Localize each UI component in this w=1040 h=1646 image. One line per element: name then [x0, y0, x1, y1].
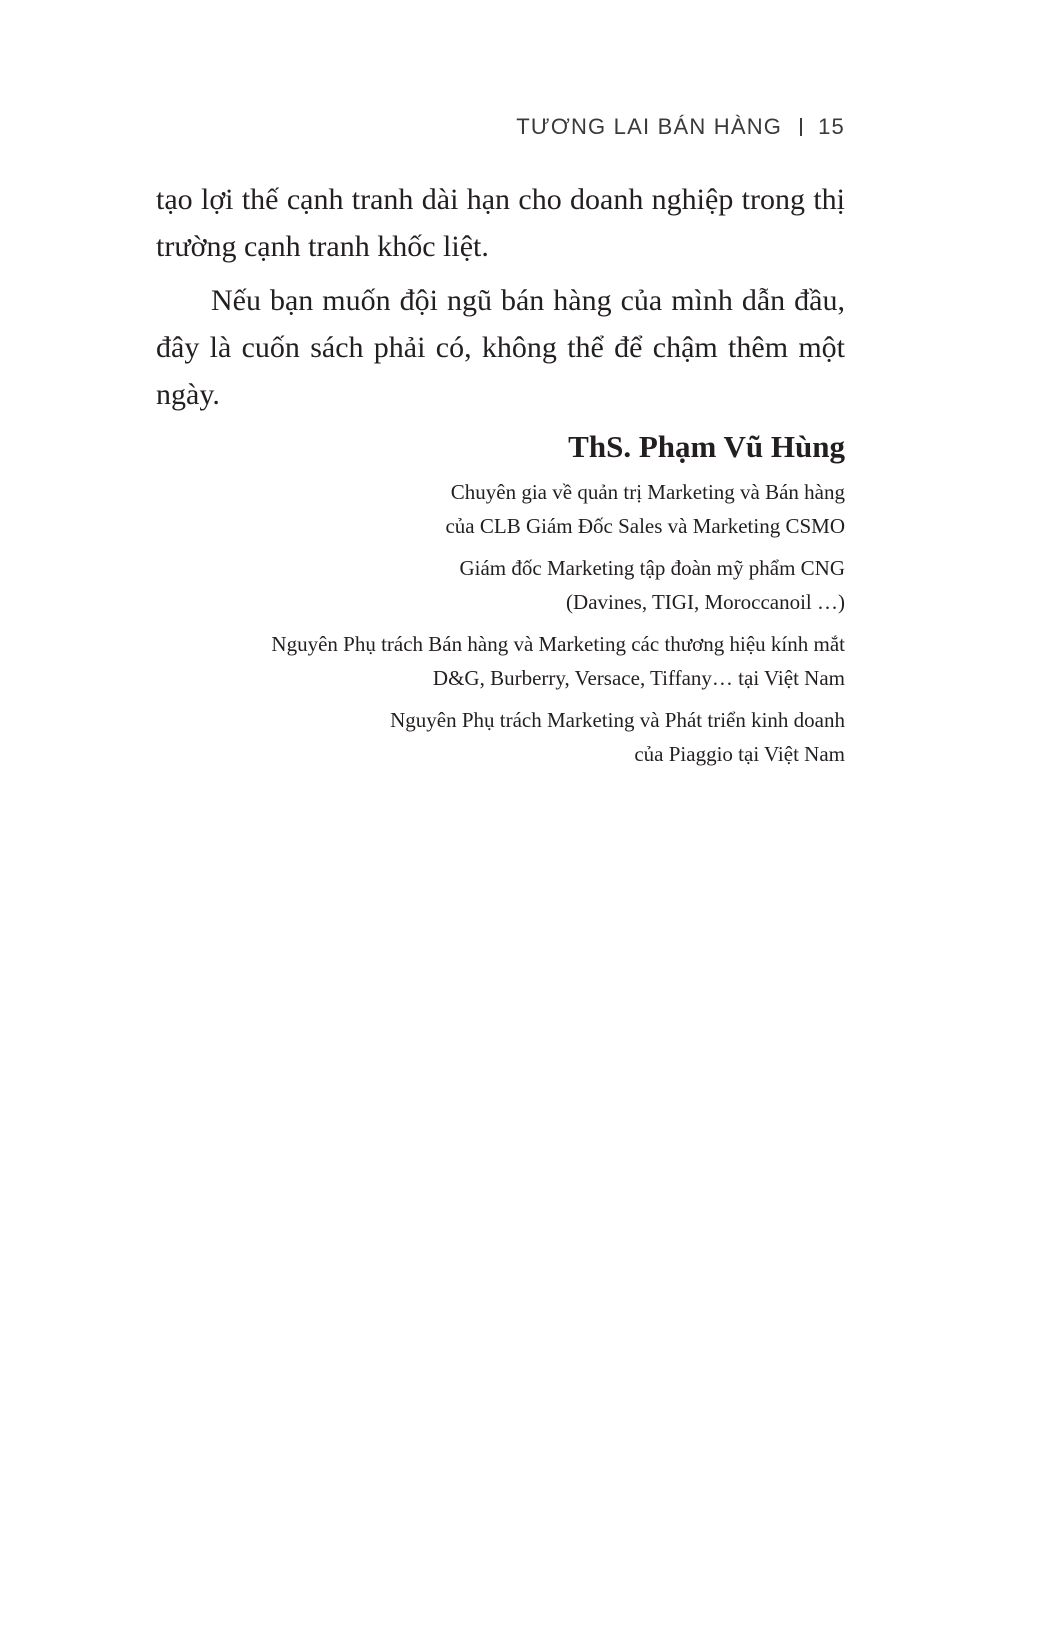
page-number: 15 — [818, 114, 845, 139]
role-line: của CLB Giám Đốc Sales và Marketing CSMO — [445, 514, 845, 538]
body-text — [156, 176, 845, 418]
author-role — [271, 551, 845, 619]
signature-block — [271, 427, 845, 779]
role-line: Nguyên Phụ trách Marketing và Phát triển kinh doanh — [390, 708, 845, 732]
paragraph: tạo lợi thế cạnh tranh dài hạn cho doanh nghiệp trong thị trường cạnh tranh khốc liệt. — [156, 183, 845, 263]
author-role — [271, 475, 845, 543]
role-line: (Davines, TIGI, Moroccanoil …) — [566, 590, 845, 614]
role-line: Giám đốc Marketing tập đoàn mỹ phẩm CNG — [459, 556, 845, 580]
author-role — [271, 703, 845, 771]
paragraph: Nếu bạn muốn đội ngũ bán hàng của mình dẫn đầu, đây là cuốn sách phải có, không thể để chậm thêm một ngày. — [156, 284, 845, 411]
running-header — [516, 114, 845, 140]
header-separator — [800, 118, 802, 136]
role-line: D&G, Burberry, Versace, Tiffany… tại Việt Nam — [432, 666, 845, 690]
role-line: Chuyên gia về quản trị Marketing và Bán hàng — [450, 480, 845, 504]
author-name: ThS. Phạm Vũ Hùng — [568, 429, 845, 464]
role-line: của Piaggio tại Việt Nam — [634, 742, 845, 766]
author-role — [271, 627, 845, 695]
running-header-title: TƯƠNG LAI BÁN HÀNG — [516, 114, 783, 139]
role-line: Nguyên Phụ trách Bán hàng và Marketing các thương hiệu kính mắt — [271, 632, 845, 656]
